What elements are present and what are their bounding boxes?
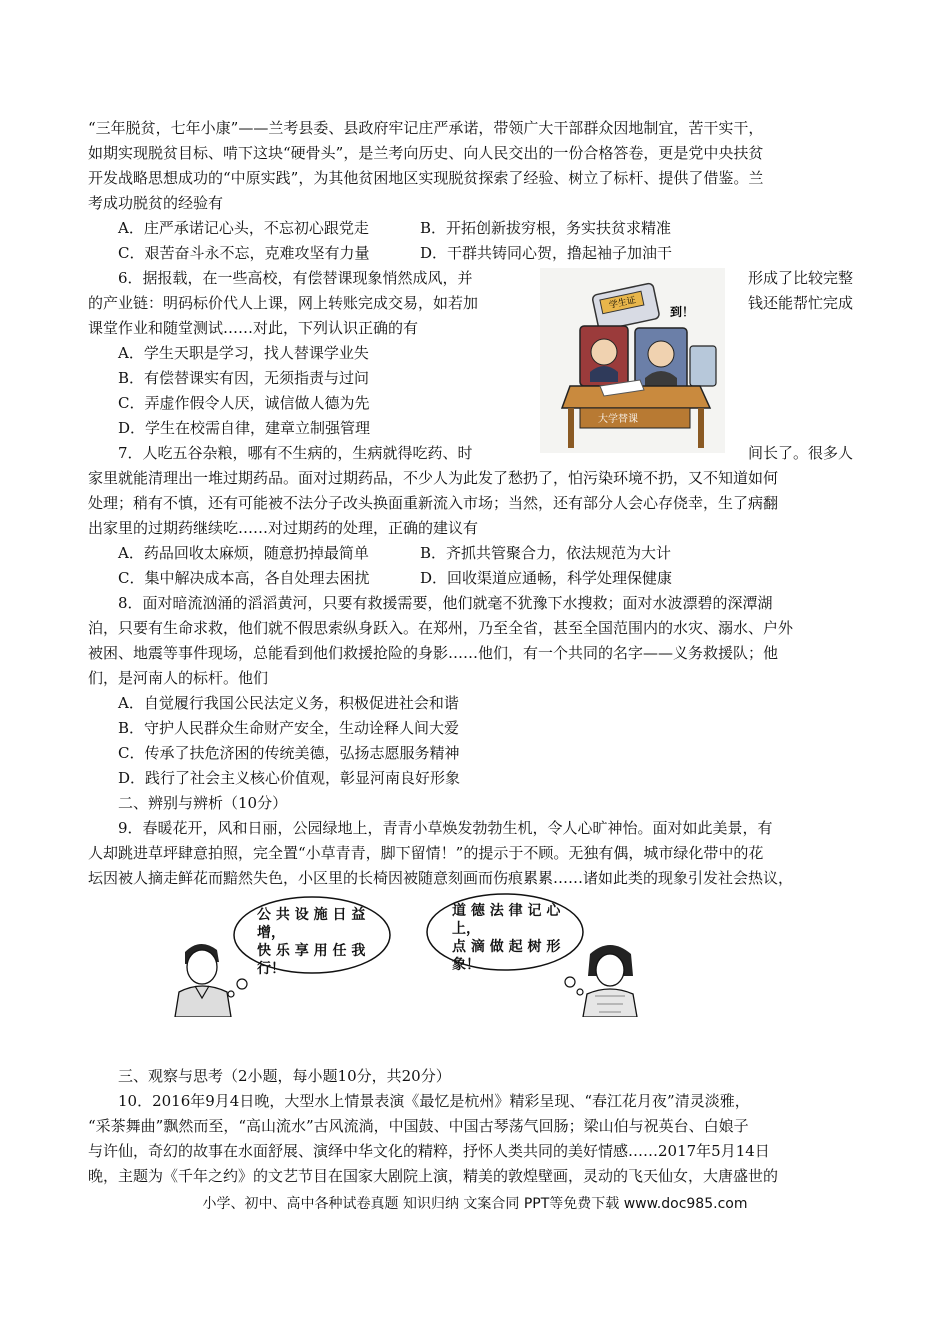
q8-option-b: B．守护人民群众生命财产安全，生动诠释人间大爱: [118, 719, 460, 737]
q5-stem-line-1: “三年脱贫，七年小康”——兰考县委、县政府牢记庄严承诺，带领广大干部群众因地制宜，苦干实干，: [88, 119, 764, 137]
q9-cartoon: [165, 892, 665, 1017]
q10-stem-line-4: 晚，主题为《千年之约》的文艺节目在国家大剧院上演，精美的敦煌壁画，灵动的飞天仙女，大唐盛世的: [88, 1167, 779, 1185]
q9-stem-line-1: 9．春暖花开，风和日丽，公园绿地上，青青小草焕发勃勃生机，令人心旷神怡。面对如此美景，有: [118, 819, 773, 837]
q8-stem-line-3: 被困、地震等事件现场，总能看到他们救援抢险的身影……他们，有一个共同的名字——义务救援队；他: [88, 644, 779, 662]
q8-stem-line-1: 8．面对暗流汹涌的滔滔黄河，只要有救援需要，他们就毫不犹豫下水搜救；面对水波漂碧的深潭湖: [118, 594, 773, 612]
q8-stem-line-2: 泊，只要有生命求救，他们就不假思索纵身跃入。在郑州，乃至全省，甚至全国范围内的水灾、溺水、户外: [88, 619, 794, 637]
section-3-title: 三、观察与思考（2小题，每小题10分，共20分）: [118, 1067, 451, 1085]
q5-stem-line-4: 考成功脱贫的经验有: [88, 194, 224, 212]
q7-option-a: A．药品回收太麻烦，随意扔掉最简单: [118, 544, 369, 562]
section-2-title: 二、辨别与辨析（10分）: [118, 794, 288, 812]
q6-option-b: B．有偿替课实有因，无须指责与过问: [118, 369, 370, 387]
cartoon-illustration: [540, 268, 725, 453]
q7-stem-line-2: 家里就能清理出一堆过期药品。面对过期药品，不少人为此发了愁扔了，怕污染环境不扔，又不知道如何: [88, 469, 779, 487]
q6-option-c: C．弄虚作假令人厌，诚信做人德为先: [118, 394, 370, 412]
illus-sign-text: 学生证: [608, 295, 637, 312]
q5-option-c: C．艰苦奋斗永不忘，克难攻坚有力量: [118, 244, 370, 262]
bubble-right-line-3: 点 滴 做 起 树 形: [452, 939, 561, 955]
q5-option-d: D．干群共铸同心贺，撸起袖子加油干: [420, 244, 673, 262]
q5-stem-line-3: 开发战略思想成功的“中原实践”，为其他贫困地区实现脱贫探索了经验、树立了标杆、提供了借鉴。兰: [88, 169, 764, 187]
q7-stem-line-1: 7．人吃五谷杂粮，哪有不生病的，生病就得吃药、时: [118, 444, 473, 462]
q10-stem-line-2: “采茶舞曲”飘然而至，“高山流水”古风流淌，中国鼓、中国古琴荡气回肠；梁山伯与祝英台、白娘子: [88, 1117, 749, 1135]
boy-figure: [175, 944, 231, 1017]
page-footer: 小学、初中、高中各种试卷真题 知识归纳 文案合同 PPT等免费下载 www.doc985.com: [202, 1196, 748, 1212]
bubble-right-line-1: 道 德 法 律 记 心: [452, 903, 561, 919]
q6-stem-line-3: 课堂作业和随堂测试……对此，下列认识正确的有: [88, 319, 419, 337]
q8-stem-line-4: 们，是河南人的标杆。他们: [88, 669, 269, 687]
girl-figure: [583, 945, 637, 1017]
q8-option-a: A．自觉履行我国公民法定义务，积极促进社会和谐: [118, 694, 459, 712]
q7-stem-line-4: 出家里的过期药继续吃……对过期药的处理，正确的建议有: [88, 519, 479, 537]
q6-stem-line-2: 的产业链：明码标价代人上课，网上转账完成交易，如若加: [88, 294, 479, 312]
q5-option-b: B．开拓创新拔穷根，务实扶贫求精准: [420, 219, 672, 237]
bubble-left-line-1: 公 共 设 施 日 益: [257, 907, 366, 923]
q10-stem-line-3: 与许仙，奇幻的故事在水面舒展、演绎中华文化的精粹，抒怀人类共同的美好情感……2017年5月14日: [88, 1142, 770, 1160]
q10-stem-line-1: 10．2016年9月4日晚，大型水上情景表演《最忆是杭州》精彩呈现、“春江花月夜”清灵淡雅，: [118, 1092, 750, 1110]
q7-option-c: C．集中解决成本高，各自处理去困扰: [118, 569, 370, 587]
q8-option-c: C．传承了扶危济困的传统美德，弘扬志愿服务精神: [118, 744, 460, 762]
q7-option-d: D．回收渠道应通畅，科学处理保健康: [420, 569, 673, 587]
q9-stem-line-2: 人却跳进草坪肆意拍照，完全置“小草青青，脚下留情！”的提示于不顾。无独有偶，城市绿化带中的花: [88, 844, 764, 862]
bubble-left-line-2: 增，: [257, 925, 285, 941]
q5-option-a: A．庄严承诺记心头，不忘初心跟党走: [118, 219, 369, 237]
q6-stem-line-1: 6．据报载，在一些高校，有偿替课现象悄然成风，并: [118, 269, 473, 287]
illus-desk-text: 大学替课: [598, 414, 638, 425]
q6-stem-line-2-right: 钱还能帮忙完成: [748, 294, 854, 312]
bubble-right-line-4: 象！: [452, 957, 480, 973]
q7-option-b: B．齐抓共管聚合力，依法规范为大计: [420, 544, 672, 562]
bubble-left-line-4: 行！: [257, 961, 285, 977]
q6-option-a: A．学生天职是学习，找人替课学业失: [118, 344, 369, 362]
q7-stem-line-3: 处理；稍有不慎，还有可能被不法分子改头换面重新流入市场；当然，还有部分人会心存侥幸，生了病翻: [88, 494, 779, 512]
q5-stem-line-2: 如期实现脱贫目标、啃下这块“硬骨头”，是兰考向历史、向人民交出的一份合格答卷，更是党中央扶贫: [88, 144, 764, 162]
q9-stem-line-3: 坛因被人摘走鲜花而黯然失色，小区里的长椅因被随意刻画而伤痕累累……诸如此类的现象引发社会热议，: [88, 869, 794, 887]
q7-stem-line-1-right: 间长了。很多人: [748, 444, 854, 462]
q8-option-d: D．践行了社会主义核心价值观，彰显河南良好形象: [118, 769, 461, 787]
bubble-left-line-3: 快 乐 享 用 任 我: [257, 943, 366, 959]
q6-option-d: D．学生在校需自律，建章立制强管理: [118, 419, 371, 437]
q6-stem-line-1-right: 形成了比较完整: [748, 269, 854, 287]
bubble-right-line-2: 上，: [452, 921, 480, 937]
illus-shout-text: 到！: [670, 305, 695, 319]
